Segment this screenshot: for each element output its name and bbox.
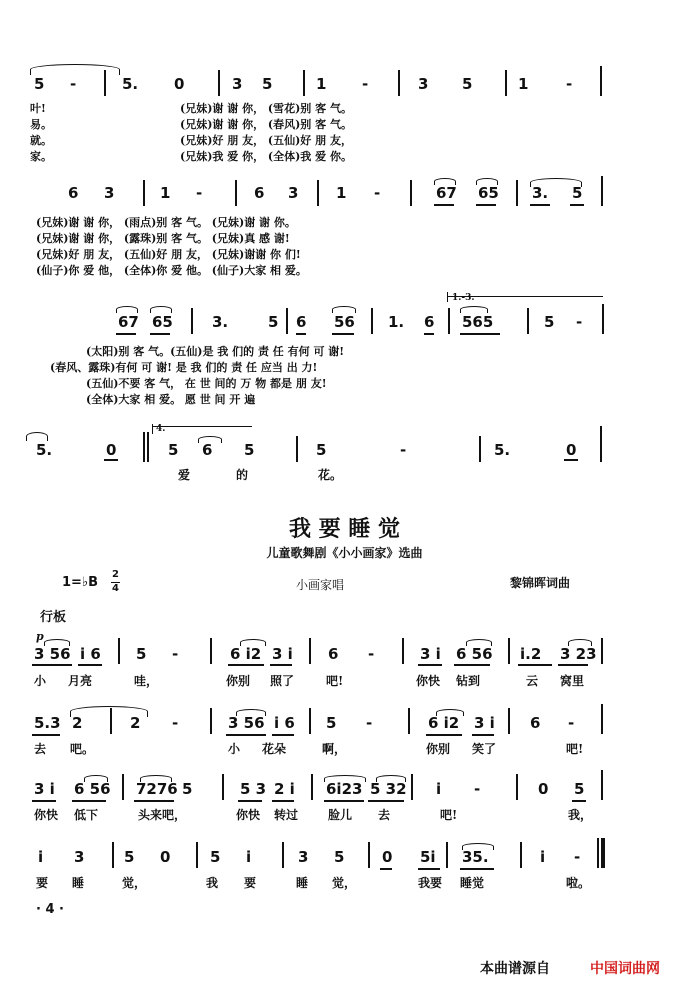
barline [143, 180, 145, 206]
tie [530, 178, 582, 187]
barline [448, 308, 450, 334]
lyric: 我要 [418, 876, 443, 890]
barline [147, 432, 149, 462]
tie [240, 639, 266, 646]
beam-underline [72, 800, 106, 802]
note: 5. [494, 441, 511, 459]
lyric: 我 [206, 876, 219, 890]
note: i 6 [274, 714, 295, 732]
beam-underline [324, 800, 364, 802]
lyric: 头来吧， [138, 808, 187, 822]
beam-underline [116, 333, 136, 335]
lyric: 哇， [134, 674, 159, 688]
note: 3 23 [560, 645, 597, 663]
note: - [566, 75, 573, 93]
lyric-line: (兄妹)好 朋 友， (五仙)好 朋 友， (兄妹)谢谢 你 们! [36, 248, 301, 261]
note: 0 [160, 848, 171, 866]
beam-underline [78, 664, 102, 666]
note: i [540, 848, 546, 866]
tie [84, 775, 108, 782]
note: 6 i2 [428, 714, 460, 732]
note: 6 i2 [230, 645, 262, 663]
note: - [70, 75, 77, 93]
note: 6 [530, 714, 541, 732]
note: 1 [336, 184, 347, 202]
note: 6 [202, 441, 213, 459]
note: 1. [388, 313, 405, 331]
note: 0 [106, 441, 117, 459]
barline [118, 638, 120, 664]
barline [601, 704, 603, 734]
lyric: 窝里 [560, 674, 585, 688]
note: - [474, 780, 481, 798]
barline [222, 774, 224, 800]
note: 5 [136, 645, 147, 663]
beam-underline [134, 800, 174, 802]
lyric: 就。 [30, 134, 52, 147]
barline [368, 842, 370, 868]
note: 5 [268, 313, 279, 331]
lyric: 睡 [72, 876, 85, 890]
note: 6 56 [456, 645, 493, 663]
tie [436, 709, 464, 716]
lyric: 你快 [34, 808, 59, 822]
note: 0 [174, 75, 185, 93]
lyric: 啦。 [566, 876, 591, 890]
note: 3. [212, 313, 229, 331]
beam-underline [426, 734, 462, 736]
barline [311, 774, 313, 800]
beam-underline [32, 734, 60, 736]
note: i [436, 780, 442, 798]
barline [398, 70, 400, 96]
note: 5. [36, 441, 53, 459]
lyric: 我， [568, 808, 593, 822]
beam-underline [460, 868, 494, 870]
note: i.2 [520, 645, 542, 663]
tie [116, 306, 138, 313]
volta-label: 1.-3. [452, 293, 475, 303]
barline [371, 308, 373, 334]
barline [286, 308, 288, 334]
beam-underline [558, 664, 588, 666]
note: 6 [68, 184, 79, 202]
barline [508, 708, 510, 734]
lyric: 吧。 [70, 742, 95, 756]
barline [505, 70, 507, 96]
lyric: 小 [228, 742, 241, 756]
note: 6 [328, 645, 339, 663]
note: - [576, 313, 583, 331]
tie [434, 178, 456, 185]
lyric: 你快 [236, 808, 261, 822]
note: - [368, 645, 375, 663]
beam-underline [150, 333, 170, 335]
barline [410, 180, 412, 206]
tie [460, 306, 488, 313]
note: 5 32 [370, 780, 407, 798]
note: 56 [334, 313, 355, 331]
note: 3 [418, 75, 429, 93]
beam-underline [228, 664, 264, 666]
note: 5 [572, 184, 583, 202]
lyric-line: (全体)大家 相 爱。 愿 世 间 开 遍 [86, 393, 256, 406]
note: 5 [168, 441, 179, 459]
note: 1 [160, 184, 171, 202]
note: 6 [296, 313, 307, 331]
page-number: · 4 · [36, 902, 64, 917]
beam-underline [572, 800, 586, 802]
beam-underline [460, 333, 500, 335]
lyric: 花朵 [262, 742, 287, 756]
barline [104, 70, 106, 96]
beam-underline [238, 800, 262, 802]
note: 3 [298, 848, 309, 866]
lyric: 花。 [318, 468, 343, 482]
lyric: 要 [244, 876, 257, 890]
tie [26, 432, 48, 441]
note: 3 i [34, 780, 55, 798]
note: 5.3 [34, 714, 61, 732]
barline [282, 842, 284, 868]
beam-underline [226, 734, 266, 736]
barline [218, 70, 220, 96]
note: 3 [232, 75, 243, 93]
lyric: 你别 [226, 674, 251, 688]
note: 565 [462, 313, 494, 331]
note: 6i23 [326, 780, 363, 798]
note: 5 [244, 441, 255, 459]
lyric: 钻到 [456, 674, 481, 688]
barline [235, 180, 237, 206]
lyric: 吧! [326, 674, 344, 688]
note: 3 i [272, 645, 293, 663]
beam-underline [368, 800, 404, 802]
lyric-line: (仙子)你 爱 他， (全体)你 爱 他。 (仙子)大家 相 爱。 [36, 264, 307, 277]
barline [446, 842, 448, 868]
barline [516, 774, 518, 800]
note: - [196, 184, 203, 202]
dynamic-marking: p [36, 630, 44, 643]
lyric: 云 [526, 674, 539, 688]
beam-underline [434, 204, 454, 206]
lyric: 啊， [322, 742, 347, 756]
lyric: 吧! [566, 742, 584, 756]
lyric: 觉， [122, 876, 147, 890]
note: 67 [436, 184, 457, 202]
barline [309, 638, 311, 664]
lyric-line: (春风、露珠)有何 可 谢! 是 我 们的 责 任 应当 出 力! [50, 361, 318, 374]
beam-underline [424, 333, 434, 335]
note: 65 [152, 313, 173, 331]
tempo-marking: 行板 [40, 610, 67, 625]
time-signature-bottom: 4 [112, 583, 119, 594]
key-signature: 1=♭B [62, 575, 98, 590]
note: 6 [254, 184, 265, 202]
tie [476, 178, 498, 185]
note: 6 56 [74, 780, 111, 798]
lyric: 爱 [178, 468, 191, 482]
note: - [568, 714, 575, 732]
barline [122, 774, 124, 800]
lyric: 吧! [440, 808, 458, 822]
source-label: 本曲谱源自 [480, 961, 550, 977]
note: - [172, 714, 179, 732]
barline [143, 432, 145, 462]
note: 5 [316, 441, 327, 459]
barline [309, 708, 311, 734]
barline [317, 180, 319, 206]
tie [140, 775, 172, 782]
barline [597, 838, 599, 868]
tie [332, 306, 356, 313]
lyric: 月亮 [68, 674, 93, 688]
beam-underline [518, 664, 552, 666]
note: 5 [334, 848, 345, 866]
note: 5 [210, 848, 221, 866]
barline [601, 770, 603, 800]
note: 6 [424, 313, 435, 331]
lyric: 你快 [416, 674, 441, 688]
song-title: 我 要 睡 觉 [289, 516, 400, 542]
lyric: 照了 [270, 674, 295, 688]
barline [191, 308, 193, 334]
barline [602, 304, 604, 334]
note: 0 [538, 780, 549, 798]
lyric-line: (兄妹)我 爱 你， (全体)我 爱 你。 [180, 150, 352, 163]
lyric: 去 [34, 742, 47, 756]
lyric: 转过 [274, 808, 299, 822]
note: 3 i [420, 645, 441, 663]
note: 5 [262, 75, 273, 93]
barline [408, 708, 410, 734]
note: i [246, 848, 252, 866]
time-signature-top: 2 [112, 569, 119, 580]
lyric-line: (五仙)不要 客 气， 在 世 间的 万 物 都是 朋 友! [86, 377, 327, 390]
note: 0 [566, 441, 577, 459]
lyric: 小 [34, 674, 47, 688]
note: 5 3 [240, 780, 267, 798]
lyric-line: (兄妹)谢 谢 你， (露珠)别 客 气。 (兄妹)真 感 谢! [36, 232, 290, 245]
barline [601, 176, 603, 206]
note: 3 56 [228, 714, 265, 732]
tie [198, 436, 222, 443]
note: 65 [478, 184, 499, 202]
barline [520, 842, 522, 868]
note: 5 [544, 313, 555, 331]
barline [296, 436, 298, 462]
beam-underline [272, 734, 294, 736]
note: 3 i [474, 714, 495, 732]
note: 3 [288, 184, 299, 202]
note: 1 [518, 75, 529, 93]
barline [112, 842, 114, 868]
lyric: 脸儿 [328, 808, 353, 822]
lyric: 笑了 [472, 742, 497, 756]
note: 3. [532, 184, 549, 202]
note: 2 i [274, 780, 295, 798]
note: 3 [74, 848, 85, 866]
barline [527, 308, 529, 334]
tie [568, 639, 592, 646]
lyric-line: (太阳)别 客 气。(五仙)是 我 们的 责 任 有何 可 谢! [86, 345, 345, 358]
lyric: 睡觉 [460, 876, 485, 890]
tie [44, 639, 70, 646]
barline [402, 638, 404, 664]
note: - [574, 848, 581, 866]
beam-underline [564, 459, 578, 461]
beam-underline [476, 204, 496, 206]
note: 67 [118, 313, 139, 331]
note: - [366, 714, 373, 732]
note: - [172, 645, 179, 663]
beam-underline [472, 734, 494, 736]
barline [210, 638, 212, 664]
beam-underline [570, 204, 584, 206]
beam-underline [296, 333, 306, 335]
beam-underline [270, 664, 292, 666]
lyric: 去 [378, 808, 391, 822]
tie [462, 843, 494, 850]
lyric: 的 [236, 468, 249, 482]
beam-underline [104, 459, 118, 461]
barline [600, 426, 602, 462]
volta-label: 4. [156, 424, 166, 434]
lyric: 要 [36, 876, 49, 890]
tie [236, 709, 266, 716]
tie [30, 64, 120, 75]
lyric: 叶! [30, 102, 46, 115]
beam-underline [32, 800, 56, 802]
lyric: 低下 [74, 808, 99, 822]
note: 2 [130, 714, 141, 732]
note: 5 [124, 848, 135, 866]
beam-underline [380, 868, 392, 870]
barline [479, 436, 481, 462]
tie [324, 775, 366, 782]
note: 5 [34, 75, 45, 93]
lyric: 易。 [30, 118, 52, 131]
note: - [400, 441, 407, 459]
tie [150, 306, 172, 313]
note: 35. [462, 848, 489, 866]
barline [210, 708, 212, 734]
note: 5 [182, 780, 193, 798]
lyric: 觉， [332, 876, 357, 890]
site-name[interactable]: 中国词曲网 [590, 961, 660, 977]
song-subtitle: 儿童歌舞剧《小小画家》选曲 [266, 546, 423, 560]
beam-underline [454, 664, 490, 666]
note: - [362, 75, 369, 93]
barline [516, 180, 518, 206]
note: 5 [574, 780, 585, 798]
barline [601, 838, 605, 868]
composer: 黎锦晖词曲 [510, 576, 571, 590]
note: 3 [104, 184, 115, 202]
barline [411, 774, 413, 800]
note: 0 [382, 848, 393, 866]
lyric: 家。 [30, 150, 52, 163]
note: i 6 [80, 645, 101, 663]
barline [508, 638, 510, 664]
barline [303, 70, 305, 96]
note: i [38, 848, 44, 866]
lyric-line: (兄妹)好 朋 友， (五仙)好 朋 友， [180, 134, 352, 147]
singer: 小画家唱 [296, 578, 345, 592]
note: 1 [316, 75, 327, 93]
note: 7276 [136, 780, 178, 798]
tie [70, 706, 148, 717]
note: 5. [122, 75, 139, 93]
lyric-line: (兄妹)谢 谢 你， (雪花)别 客 气。 [180, 102, 352, 115]
note: 3 56 [34, 645, 71, 663]
beam-underline [418, 664, 442, 666]
tie [376, 775, 406, 782]
lyric: 你别 [426, 742, 451, 756]
lyric-line: (兄妹)谢 谢 你， (春风)别 客 气。 [180, 118, 352, 131]
note: 5 [462, 75, 473, 93]
note: - [374, 184, 381, 202]
beam-underline [32, 664, 72, 666]
beam-underline [530, 204, 550, 206]
lyric: 睡 [296, 876, 309, 890]
beam-underline [418, 868, 440, 870]
barline [601, 638, 603, 664]
beam-underline [272, 800, 294, 802]
barline [600, 66, 602, 96]
note: 5 [326, 714, 337, 732]
beam-underline [332, 333, 354, 335]
lyric-line: (兄妹)谢 谢 你， (雨点)别 客 气。 (兄妹)谢 谢 你。 [36, 216, 296, 229]
tie [466, 639, 492, 646]
note: 5i [420, 848, 436, 866]
note: 2 [72, 714, 83, 732]
barline [196, 842, 198, 868]
